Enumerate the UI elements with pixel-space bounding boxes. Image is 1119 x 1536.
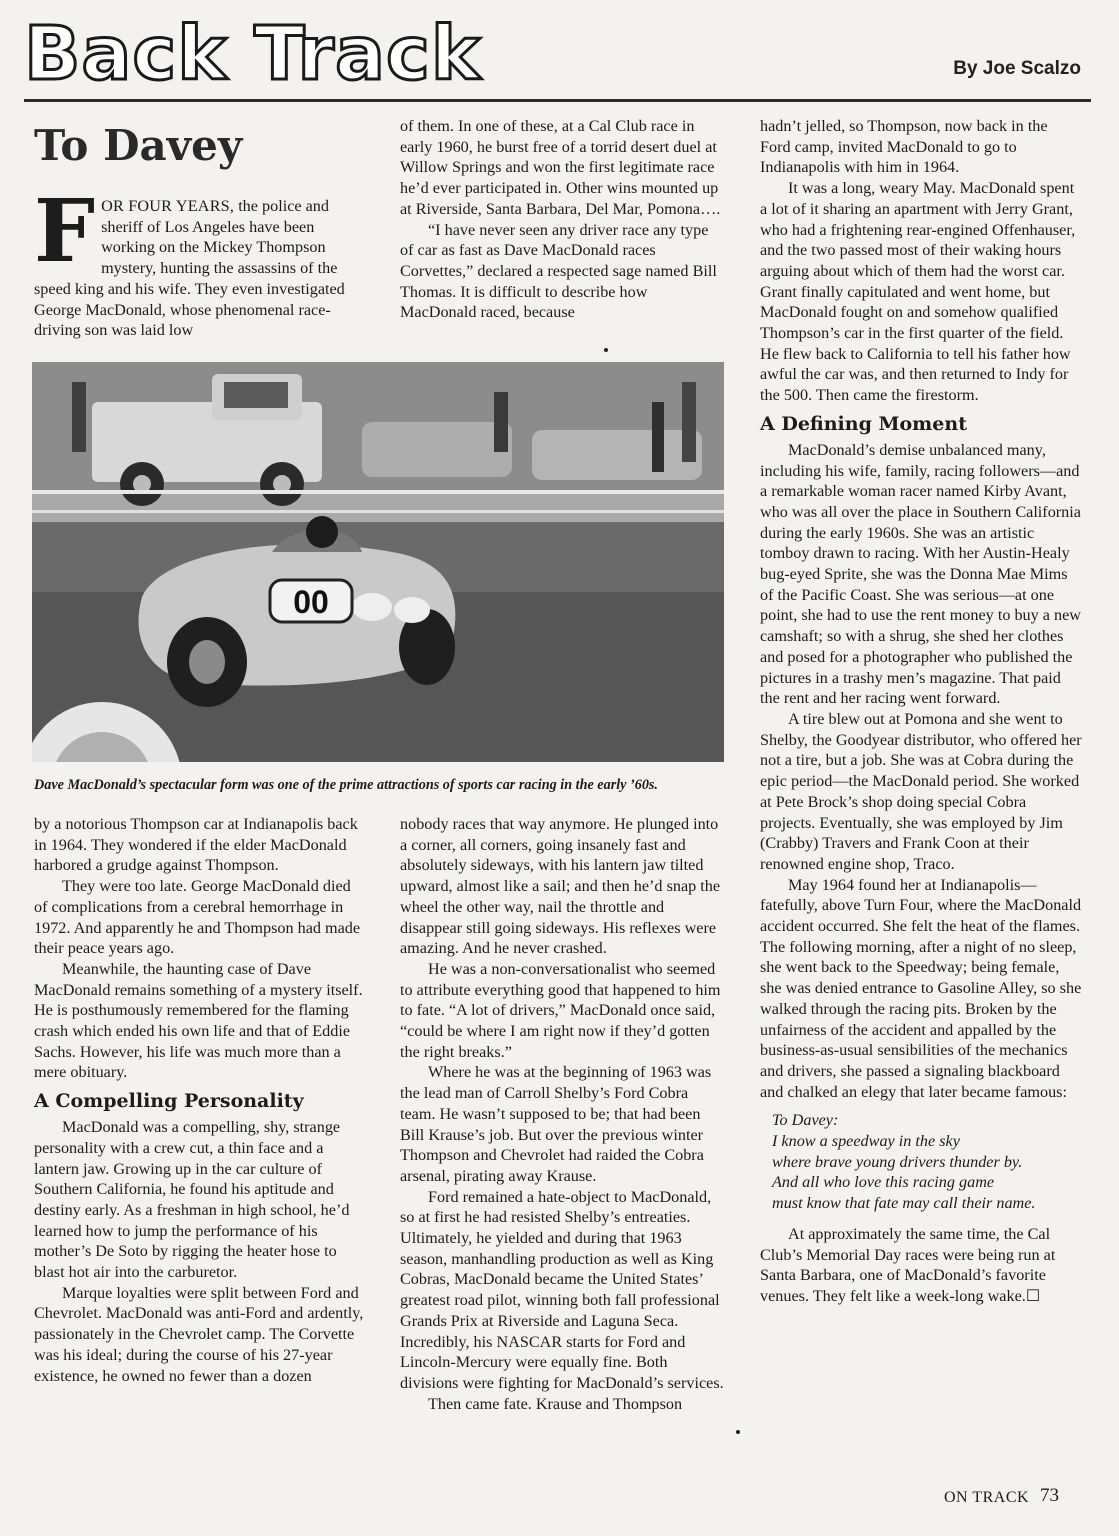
- closing-paragraph: [760, 1224, 1082, 1307]
- print-speck: [736, 1430, 740, 1434]
- byline: By Joe Scalzo: [953, 58, 1081, 79]
- paragraph: He was a non-conversationalist who seemed to attribute everything good that happened to him to fate. “A lot of drivers,” MacDonald once said, “could be where I am right now if they’d gotten the right breaks.”: [400, 959, 721, 1061]
- paragraph: A tire blew out at Pomona and she went to Shelby, the Goodyear distributor, who offered her not a tire, but a job. She was at Cobra during the epic period—the MacDonald period. She worked at Pete Brock’s shop doing special Cobra projects. Eventually, she was employed by Jim (Crabby) Travers and Frank Coon at their renowned engine shop, Traco.: [760, 709, 1082, 873]
- print-speck: [604, 348, 608, 352]
- end-mark: ☐: [1025, 1286, 1041, 1305]
- paragraph: by a notorious Thompson car at Indianapolis back in 1964. They wondered if the elder MacDonald harbored a grudge against Thompson.: [34, 815, 358, 875]
- column-3: [760, 116, 1082, 1307]
- paragraph: Meanwhile, the haunting case of Dave MacDonald remains something of a mystery itself. He is posthumously remembered for the flaming crash which ended his own life and that of Eddie Sachs. However, his life was much more than a mere obituary.: [34, 959, 363, 1082]
- car-number: 00: [293, 584, 329, 620]
- page-number: 73: [1040, 1485, 1059, 1506]
- lead-paragraph-text: the police and sheriff of Los Angeles have been working on the Mickey Thompson mystery, hunting the assassins of the speed king and his wife. They even investigated George MacDonald, whose phenomenal race-driving son was laid low: [34, 197, 345, 340]
- poem-line: where brave young drivers thunder by.: [772, 1152, 1023, 1171]
- footer-magazine-name: ON TRACK: [944, 1489, 1030, 1506]
- column-2-top: [400, 116, 722, 323]
- column-1-top: [34, 181, 364, 341]
- photo-caption: Dave MacDonald’s spectacular form was one of the prime attractions of sports car racing in the early ’60s.: [34, 777, 658, 793]
- column-1-bottom: [34, 814, 366, 1386]
- paragraph: It was a long, weary May. MacDonald spent a lot of it sharing an apartment with Jerry Grant, who had a frightening rear-engined Offenhauser, and the two passed most of their waking hours arguing about which of them had the worst car. Grant finally capitulated and went home, but MacDonald fought on and somehow qualified Thompson’s car in the first quarter of the field. He flew back to California to tell his father how awful the car was, and then returned to Indy for the 500. Then came the firestorm.: [760, 179, 1076, 405]
- poem-line: And all who love this racing game: [772, 1173, 995, 1192]
- header-rule: [24, 99, 1091, 102]
- paragraph: “I have never seen any driver race any type of car as fast as Dave MacDonald races Corvettes,” declared a respected sage named Bill Thomas. It is difficult to describe how MacDonald raced, because: [400, 220, 717, 322]
- paragraph: Where he was at the beginning of 1963 was the lead man of Carroll Shelby’s Ford Cobra team. He wasn’t supposed to be; that had been Bill Krause’s job. But over the previous winter Thompson and Chevrolet had raided the Cobra arsenal, pirating away Krause.: [400, 1063, 712, 1185]
- race-photo-illustration: [32, 362, 724, 762]
- column-2-bottom: [400, 814, 724, 1414]
- race-photo: [32, 362, 724, 762]
- paragraph: MacDonald’s demise unbalanced many, including his wife, family, racing followers—and a remarkable woman racer named Kirby Avant, who was all over the place in Southern California during the early 1960s. She was an artistic tomboy drawn to racing. With her Austin-Healy bug-eyed Sprite, she was the Donna Mae Mims of the Pacific Coast. She was serious—at one point, she had to use the rent money to buy a new camshaft; so with a shrug, she shed her clothes and posed for a photographer who published the pictures in a trashy men’s magazine. That paid the rent and her racing went forward.: [760, 440, 1081, 708]
- poem: [760, 1110, 1082, 1214]
- poem-line: I know a speedway in the sky: [772, 1132, 960, 1151]
- lead-paragraph: [34, 181, 364, 341]
- poem-line: To Davey:: [772, 1111, 839, 1130]
- headline: To Davey: [34, 121, 243, 170]
- paragraph: May 1964 found her at Indianapolis—fatefully, above Turn Four, where the MacDonald accident occurred. She felt the heat of the flames. The following morning, after a night of no sleep, she went back to the Speedway; being female, she was denied entrance to Gasoline Alley, so she walked through the racing pits. Broken by the unfairness of the accident and appalled by the business-as-usual sensibilities of the mechanics and drivers, she passed a signaling blackboard and chalked an elegy that later became famous:: [760, 875, 1082, 1101]
- paragraph: MacDonald was a compelling, shy, strange personality with a crew cut, a thin face and a lantern jaw. Growing up in the car culture of Southern California, he found his aptitude and destiny early. As a freshman in high school, he’d learned how to jump the performance of his mother’s De Soto by rigging the heater hose to blast hot air into the carburetor.: [34, 1118, 350, 1282]
- masthead-title: Back Track: [24, 11, 482, 97]
- paragraph: Marque loyalties were split between Ford and Chevrolet. MacDonald was anti-Ford and ardently, passionately in the Chevrolet camp. The Corvette was his ideal; during the course of his 27-year existence, he owned no fewer than a dozen: [34, 1283, 364, 1385]
- subhead: A Compelling Personality: [34, 1090, 304, 1113]
- paragraph: of them. In one of these, at a Cal Club race in early 1960, he burst free of a torrid desert duel at Willow Springs and won the first legitimate race he’d ever participated in. Other wins mounted up at Riverside, Santa Barbara, Del Mar, Pomona….: [400, 117, 721, 218]
- poem-line: must know that fate may call their name.: [772, 1194, 1036, 1213]
- paragraph-text: At approximately the same time, the Cal Club’s Memorial Day races were being run at Santa Barbara, one of MacDonald’s favorite venues. They felt like a week-long wake.: [760, 1224, 1056, 1305]
- paragraph: They were too late. George MacDonald died of complications from a cerebral hemorrhage in 1972. And apparently he and Thompson had made their peace years ago.: [34, 877, 361, 958]
- subhead: A Defining Moment: [760, 412, 967, 435]
- paragraph: Ford remained a hate-object to MacDonald, so at first he had resisted Shelby’s entreaties. Ultimately, he yielded and during that 1963 season, manhandling production as well as King Cobras, MacDonald became the United States’ greatest road pilot, winning both fall professional Grands Prix at Riverside and Laguna Seca. Incredibly, his NASCAR starts for Ford and Lincoln-Mercury were equally fine. Both divisions were fighting for MacDonald’s services.: [400, 1187, 724, 1392]
- paragraph: hadn’t jelled, so Thompson, now back in the Ford camp, invited MacDonald to go to Indianapolis with him in 1964.: [760, 117, 1048, 177]
- lead-in: OR FOUR YEARS,: [101, 197, 235, 215]
- drop-cap: F: [34, 181, 96, 282]
- paragraph: Then came fate. Krause and Thompson: [428, 1394, 683, 1413]
- paragraph: nobody races that way anymore. He plunged into a corner, all corners, going insanely fast and absolutely sideways, with his lantern jaw tilted upward, almost like a sail; and then he’d snap the wheel the other way, nail the throttle and disappear still going sideways. His reflexes were amazing. And he never crashed.: [400, 815, 721, 958]
